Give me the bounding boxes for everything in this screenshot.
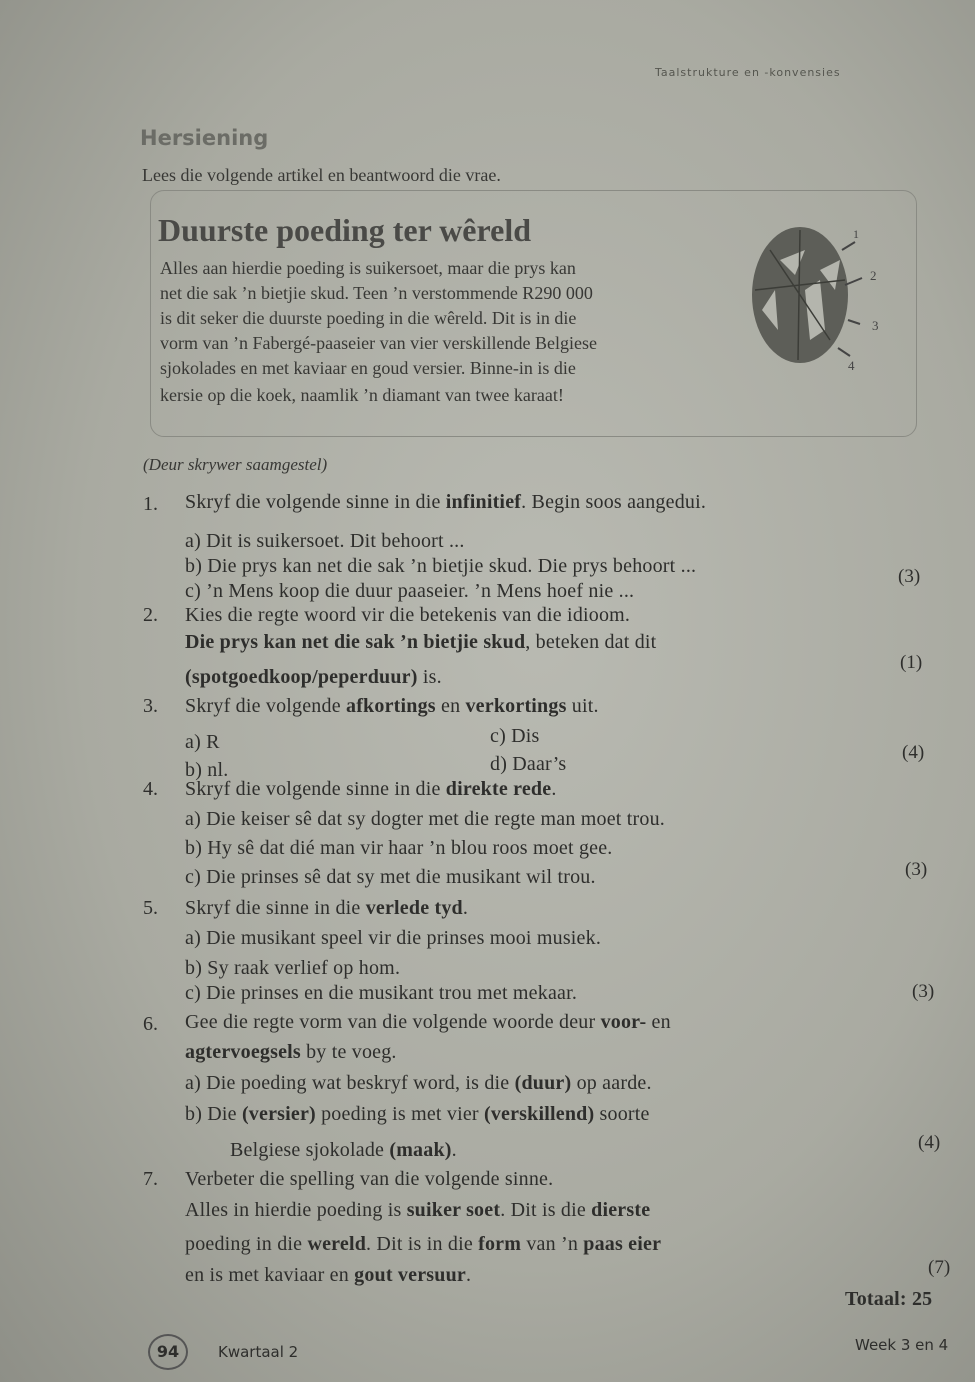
- question-item: [185, 1072, 652, 1095]
- text-segment: Skryf die volgende sinne in die: [185, 491, 446, 513]
- text-segment: c) Die prinses sê dat sy met die musikant wil trou.: [185, 866, 596, 888]
- text-segment: a) R: [185, 731, 220, 753]
- question-item: [185, 808, 665, 831]
- question-number: 5.: [143, 897, 158, 919]
- text-segment: Kies die regte woord vir die betekenis van die idioom.: [185, 604, 631, 626]
- question-number: 1.: [143, 493, 158, 515]
- text-segment: d) Daar’s: [490, 753, 567, 775]
- text-segment: .: [462, 897, 469, 919]
- article-line: net die sak ’n bietjie skud. Teen ’n verstommende R290 000: [160, 283, 593, 303]
- marks: (4): [918, 1132, 941, 1153]
- total: Totaal: 25: [845, 1288, 933, 1310]
- marks: (3): [898, 566, 921, 587]
- faberge-egg-illustration: [750, 220, 890, 370]
- text-segment: . Dit is die: [500, 1199, 592, 1221]
- bold-text: (verskillend): [483, 1103, 595, 1125]
- bold-text: (spotgoedkoop/peperduur): [185, 666, 418, 688]
- marks: (4): [902, 742, 925, 763]
- text-segment: c) Dis: [490, 725, 540, 747]
- article-title: Duurste poeding ter wêreld: [158, 212, 532, 248]
- bold-text: afkortings: [346, 695, 436, 717]
- text-segment: is.: [417, 666, 442, 688]
- section-header: Taalstrukture en -konvensies: [655, 66, 841, 79]
- instruction: Lees die volgende artikel en beantwoord die vrae.: [142, 165, 501, 185]
- egg-label: 1: [853, 227, 859, 241]
- question-3-text: [185, 695, 599, 718]
- week-label: Week 3 en 4: [855, 1336, 949, 1354]
- bold-text: (versier): [241, 1103, 316, 1125]
- bold-text: agtervoegsels: [185, 1041, 301, 1063]
- marks: (3): [912, 981, 935, 1002]
- egg-label: 3: [872, 318, 879, 333]
- bold-text: voor-: [600, 1011, 647, 1033]
- question-item: [185, 631, 656, 654]
- text-segment: .: [551, 778, 557, 800]
- question-item: [185, 530, 465, 553]
- text-segment: Skryf die volgende sinne in die: [185, 778, 446, 800]
- question-item: [185, 555, 696, 578]
- question-item: [185, 866, 596, 889]
- question-item: [185, 1264, 471, 1287]
- text-segment: van ’n: [521, 1233, 584, 1255]
- text-segment: b) Die: [185, 1103, 242, 1125]
- text-segment: b) Sy raak verlief op hom.: [185, 957, 401, 979]
- question-item: [185, 837, 613, 860]
- question-item: [185, 580, 634, 603]
- text-segment: a) Die keiser sê dat sy dogter met die regte man moet trou.: [185, 808, 665, 830]
- bold-text: Die prys kan net die sak ’n bietjie skud: [185, 631, 526, 653]
- text-segment: , beteken dat dit: [525, 631, 657, 653]
- question-6-text: [185, 1041, 397, 1064]
- article-line: Alles aan hierdie poeding is suikersoet, maar die prys kan: [160, 258, 576, 278]
- question-item: [185, 666, 442, 689]
- text-segment: en: [435, 695, 466, 717]
- text-segment: b) Die prys kan net die sak ’n bietjie skud. Die prys behoort ...: [185, 555, 697, 577]
- question-number: 7.: [143, 1168, 158, 1190]
- question-item: [185, 957, 400, 980]
- text-segment: op aarde.: [571, 1072, 652, 1094]
- question-item: [490, 725, 540, 748]
- bold-text: paas eier: [583, 1233, 662, 1255]
- question-item: [185, 1199, 650, 1222]
- question-number: 3.: [143, 695, 158, 717]
- question-item: [490, 753, 566, 776]
- text-segment: c) Die prinses en die musikant trou met mekaar.: [185, 982, 578, 1004]
- text-segment: .: [465, 1264, 472, 1286]
- article-line: kersie op die koek, naamlik ’n diamant van twee karaat!: [160, 385, 564, 405]
- question-item: [185, 982, 577, 1005]
- question-4-text: [185, 778, 557, 801]
- text-segment: c) ’n Mens koop die duur paaseier. ’n Mens hoef nie ...: [185, 580, 635, 602]
- credit: (Deur skrywer saamgestel): [143, 455, 328, 474]
- text-segment: Skryf die sinne in die: [185, 897, 366, 919]
- question-item: [185, 1233, 661, 1256]
- text-segment: by te voeg.: [300, 1041, 397, 1063]
- egg-label: 4: [848, 358, 855, 370]
- marks: (1): [900, 652, 923, 673]
- text-segment: Skryf die volgende: [185, 695, 346, 717]
- question-5-text: [185, 897, 468, 920]
- marks: (7): [928, 1257, 951, 1278]
- text-segment: soorte: [594, 1103, 650, 1125]
- question-7-text: [185, 1168, 553, 1191]
- text-segment: en is met kaviaar en: [185, 1264, 355, 1286]
- question-1-text: [185, 491, 706, 514]
- text-segment: . Begin soos aangedui.: [521, 491, 707, 513]
- term-label: Kwartaal 2: [218, 1343, 299, 1361]
- text-segment: b) nl.: [185, 759, 229, 781]
- bold-text: direkte rede: [445, 778, 552, 800]
- text-segment: b) Hy sê dat dié man vir haar ’n blou roos moet gee.: [185, 837, 613, 859]
- bold-text: suiker soet: [406, 1199, 501, 1221]
- text-segment: Gee die regte vorm van die volgende woorde deur: [185, 1011, 601, 1033]
- bold-text: infinitief: [445, 491, 522, 513]
- text-segment: a) Dit is suikersoet. Dit behoort ...: [185, 530, 465, 552]
- text-segment: uit.: [566, 695, 599, 717]
- page-number: 94: [148, 1334, 188, 1370]
- text-segment: Alles in hierdie poeding is: [185, 1199, 407, 1221]
- question-number: 6.: [143, 1013, 158, 1035]
- text-segment: a) Die poeding wat beskryf word, is die: [185, 1072, 515, 1094]
- bold-text: gout versuur: [354, 1264, 466, 1286]
- page-heading: Hersiening: [140, 126, 269, 150]
- article-line: vorm van ’n Fabergé-paaseier van vier verskillende Belgiese: [160, 333, 598, 353]
- question-item: [185, 927, 601, 950]
- text-segment: a) Die musikant speel vir die prinses mooi musiek.: [185, 927, 602, 949]
- text-segment: . Dit is in die: [366, 1233, 479, 1255]
- text-segment: Verbeter die spelling van die volgende sinne.: [185, 1168, 554, 1190]
- question-number: 2.: [143, 604, 158, 626]
- text-segment: en: [646, 1011, 671, 1033]
- bold-text: (duur): [514, 1072, 572, 1094]
- text-segment: .: [451, 1139, 457, 1161]
- text-segment: Belgiese sjokolade: [230, 1139, 390, 1161]
- question-number: 4.: [143, 778, 158, 800]
- question-item: [185, 1103, 650, 1126]
- article-line: is dit seker die duurste poeding in die wêreld. Dit is in die: [160, 308, 577, 328]
- question-6-text: [185, 1011, 671, 1034]
- bold-text: verkortings: [465, 695, 567, 717]
- article-line: sjokolades en met kaviaar en goud versier. Binne-in is die: [160, 358, 576, 378]
- egg-label: 2: [870, 268, 877, 283]
- question-item: [185, 731, 220, 754]
- question-item: [230, 1139, 457, 1162]
- text-segment: poeding is met vier: [315, 1103, 484, 1125]
- bold-text: (maak): [389, 1139, 452, 1161]
- question-2-text: [185, 604, 630, 627]
- marks: (3): [905, 859, 928, 880]
- bold-text: form: [478, 1233, 522, 1255]
- bold-text: wereld: [307, 1233, 367, 1255]
- text-segment: poeding in die: [185, 1233, 308, 1255]
- bold-text: dierste: [591, 1199, 651, 1221]
- bold-text: verlede tyd: [365, 897, 463, 919]
